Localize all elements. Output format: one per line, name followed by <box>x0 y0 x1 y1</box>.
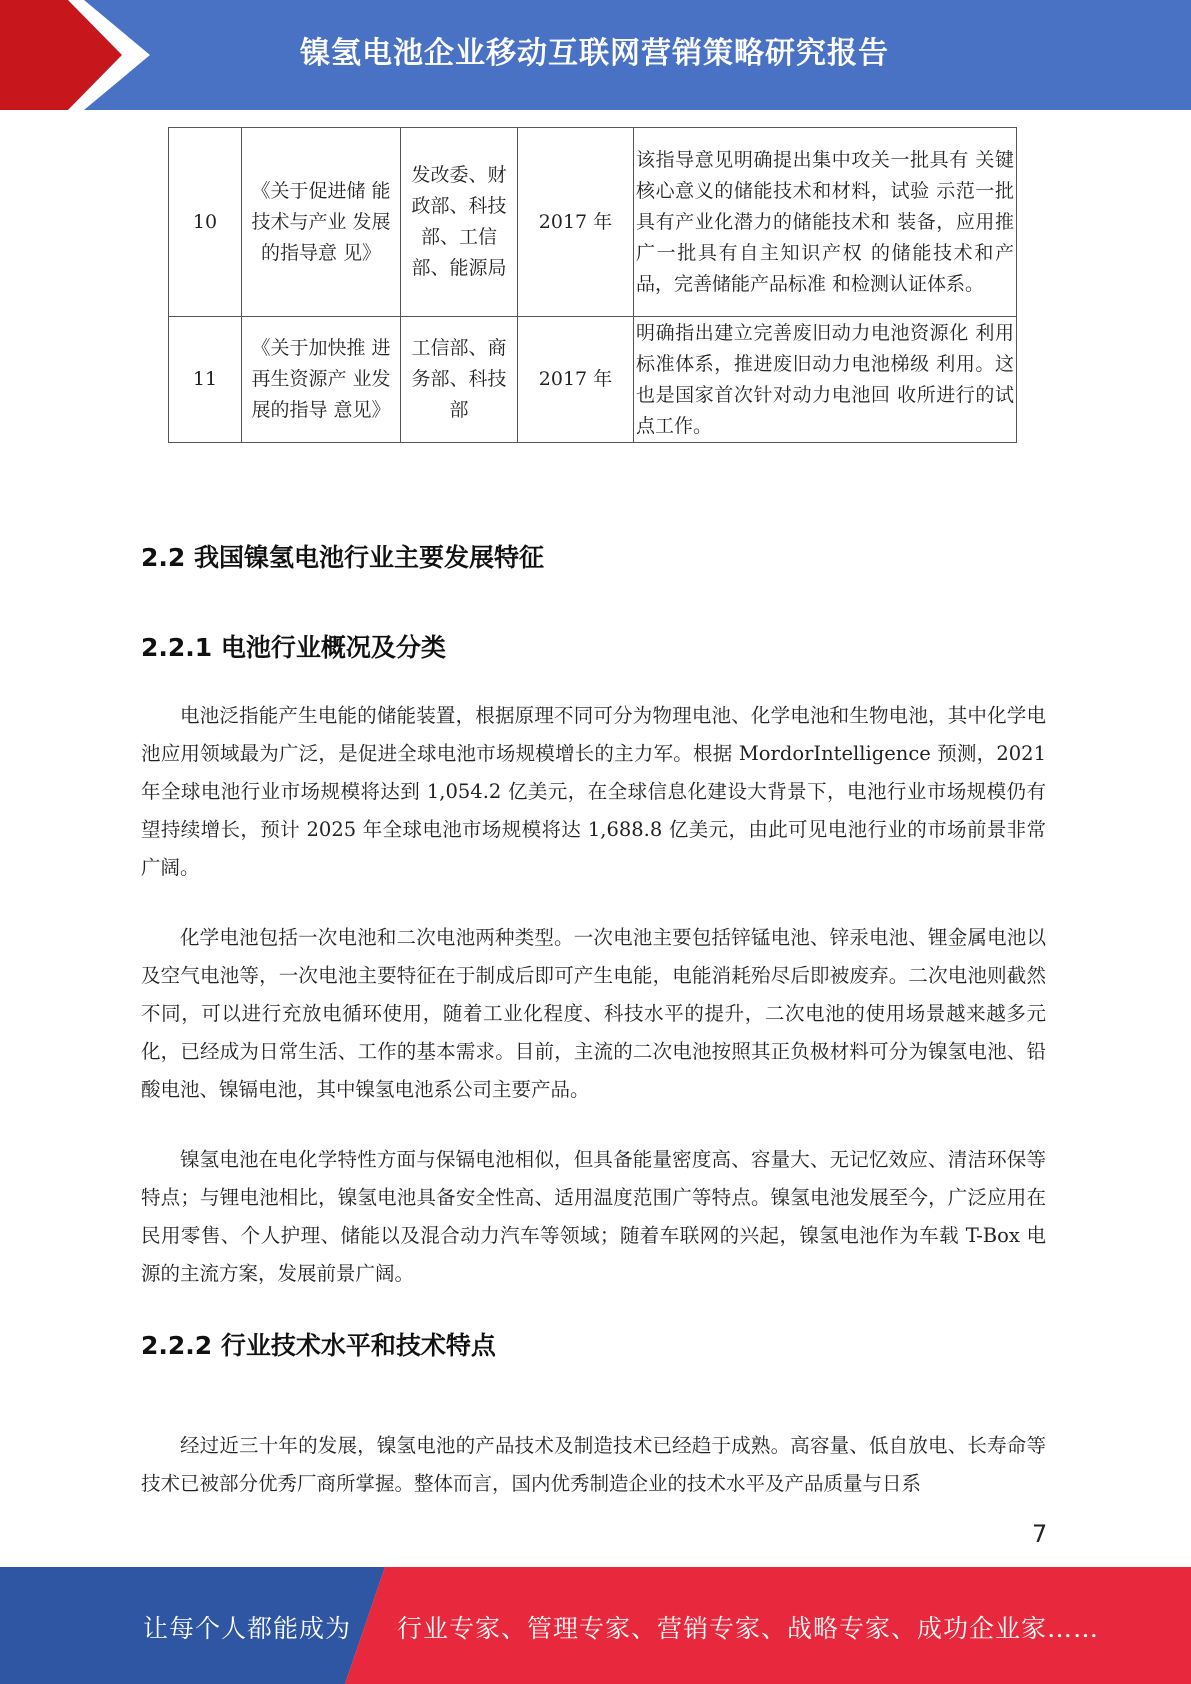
header-arrow-decoration <box>0 0 160 110</box>
header-title: 镍氢电池企业移动互联网营销策略研究报告 <box>300 36 889 71</box>
body-paragraph: 电池泛指能产生电能的储能装置，根据原理不同可分为物理电池、化学电池和生物电池，其中化学电池应用领域最为广泛，是促进全球电池市场规模增长的主力军。根据 MordorIntelligence 预测，2021 年全球电池行业市场规模将达到 1,054.2 亿美元，在全球信息化建设大背景下，电池行业市场规模仍有望持续增长，预计 2025 年全球电池市场规模将达 1,688.8 亿美元，由此可见电池行业的市场前景非常广阔。 <box>141 704 1046 879</box>
policy-description: 该指导意见明确提出集中攻关一批具有 关键核心意义的储能技术和材料，试验 示范一批具有产业化潜力的储能技术和 装备，应用推广一批具有自主知识产权 的储能技术和产品，完善储能产品标准 和检测认证体系。 <box>634 128 1017 317</box>
policy-description: 明确指出建立完善废旧动力电池资源化 利用标准体系，推进废旧动力电池梯级 利用。这也是国家首次针对动力电池回 收所进行的试点工作。 <box>634 317 1017 443</box>
policy-name: 《关于加快推 进再生资源产 业发展的指导 意见》 <box>242 317 401 443</box>
body-paragraph: 经过近三十年的发展，镍氢电池的产品技术及制造技术已经趋于成熟。高容量、低自放电、长寿命等技术已被部分优秀厂商所掌握。整体而言，国内优秀制造企业的技术水平及产品质量与日系 <box>141 1434 1046 1495</box>
page-number: 7 <box>1032 1520 1048 1548</box>
row-number: 10 <box>169 128 242 317</box>
subsection-heading: 2.2.2 行业技术水平和技术特点 <box>141 1331 496 1360</box>
footer-slogan-left: 让每个人都能成为 <box>143 1614 352 1643</box>
table-row <box>169 128 1017 317</box>
section-heading: 2.2 我国镍氢电池行业主要发展特征 <box>141 543 544 572</box>
table-row <box>169 317 1017 443</box>
issue-year: 2017 年 <box>518 317 634 443</box>
row-number: 11 <box>169 317 242 443</box>
issuing-department: 发改委、财政部、科技部、工信部、能源局 <box>401 128 518 317</box>
issue-year: 2017 年 <box>518 128 634 317</box>
policy-table <box>168 127 1017 443</box>
page-header <box>0 0 1191 110</box>
body-paragraph: 镍氢电池在电化学特性方面与保镉电池相似，但具备能量密度高、容量大、无记忆效应、清洁环保等特点；与锂电池相比，镍氢电池具备安全性高、适用温度范围广等特点。镍氢电池发展至今，广泛应用在民用零售、个人护理、储能以及混合动力汽车等领域；随着车联网的兴起，镍氢电池作为车载 T-Box 电源的主流方案，发展前景广阔。 <box>141 1148 1046 1285</box>
issuing-department: 工信部、商务部、科技部 <box>401 317 518 443</box>
subsection-heading: 2.2.1 电池行业概况及分类 <box>141 633 446 662</box>
policy-name: 《关于促进储 能技术与产业 发展的指导意 见》 <box>242 128 401 317</box>
footer-slogan-right: 行业专家、管理专家、营销专家、战略专家、成功企业家…… <box>397 1614 1100 1643</box>
body-paragraph: 化学电池包括一次电池和二次电池两种类型。一次电池主要包括锌锰电池、锌汞电池、锂金属电池以及空气电池等，一次电池主要特征在于制成后即可产生电能，电能消耗殆尽后即被废弃。二次电池则截然不同，可以进行充放电循环使用，随着工业化程度、科技水平的提升，二次电池的使用场景越来越多元化，已经成为日常生活、工作的基本需求。目前，主流的二次电池按照其正负极材料可分为镍氢电池、铅酸电池、镍镉电池，其中镍氢电池系公司主要产品。 <box>141 926 1046 1101</box>
